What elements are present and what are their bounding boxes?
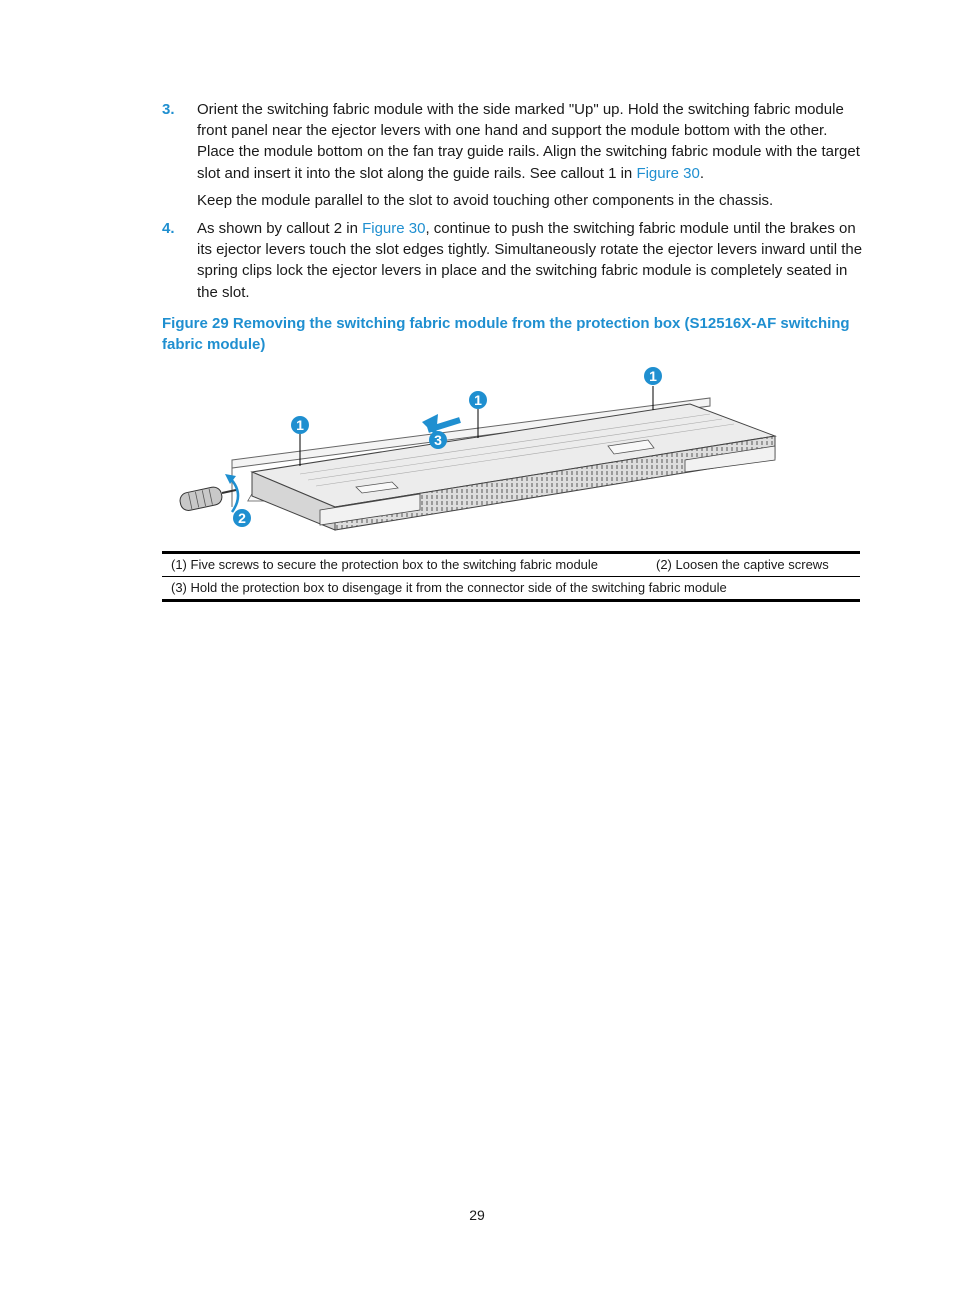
figure-legend-table xyxy=(162,551,860,602)
callout-3 xyxy=(429,431,447,449)
svg-text:1: 1 xyxy=(474,392,482,408)
rotate-arrow-icon xyxy=(230,478,238,512)
callout-2 xyxy=(233,509,251,527)
svg-text:1: 1 xyxy=(649,368,657,384)
step-4 xyxy=(162,218,866,303)
switching-fabric-module-illustration xyxy=(170,362,790,542)
step-text: As shown by callout 2 in Figure 30, continue to push the switching fabric module until the brakes on its ejector levers touch the slot edges tightly. Simultaneously rotate the ejector levers inward until the spring clips lock the ejector levers in place and the switching fabric module is completely seated in the slot. xyxy=(197,220,863,301)
svg-text:3: 3 xyxy=(434,432,442,448)
legend-row xyxy=(162,576,860,599)
figure-link[interactable]: Figure 30 xyxy=(362,220,426,237)
page-number: 29 xyxy=(469,1207,485,1223)
step-number: 4. xyxy=(162,220,175,237)
step-number: 3. xyxy=(162,101,175,118)
figure-link[interactable]: Figure 30 xyxy=(636,164,700,182)
svg-text:1: 1 xyxy=(296,417,304,433)
svg-text:2: 2 xyxy=(238,510,246,526)
legend-item-2: (2) Loosen the captive screws xyxy=(656,557,829,572)
legend-item-3: (3) Hold the protection box to disengage it from the connector side of the switching fabric module xyxy=(171,580,727,595)
legend-row xyxy=(162,554,860,576)
step-3 xyxy=(162,99,866,184)
figure-caption: Figure 29 Removing the switching fabric module from the protection box (S12516X-AF switching fabric module) xyxy=(162,315,850,353)
legend-item-1: (1) Five screws to secure the protection box to the switching fabric module xyxy=(171,557,599,572)
callout-1-left xyxy=(291,416,309,434)
callout-1-middle xyxy=(469,391,487,409)
callout-1-right xyxy=(644,367,662,385)
screwdriver-icon xyxy=(179,486,236,512)
step-3-note: Keep the module parallel to the slot to avoid touching other components in the chassis. xyxy=(197,192,774,209)
step-text: Orient the switching fabric module with the side marked "Up" up. Hold the switching fabric module front panel near the ejector levers with one hand and support the module bottom with the other. Place the module bottom on the fan tray guide rails. Align the switching fabric module with the target slot and insert it into the slot along the guide rails. See callout 1 in Figure 30. xyxy=(197,101,860,182)
